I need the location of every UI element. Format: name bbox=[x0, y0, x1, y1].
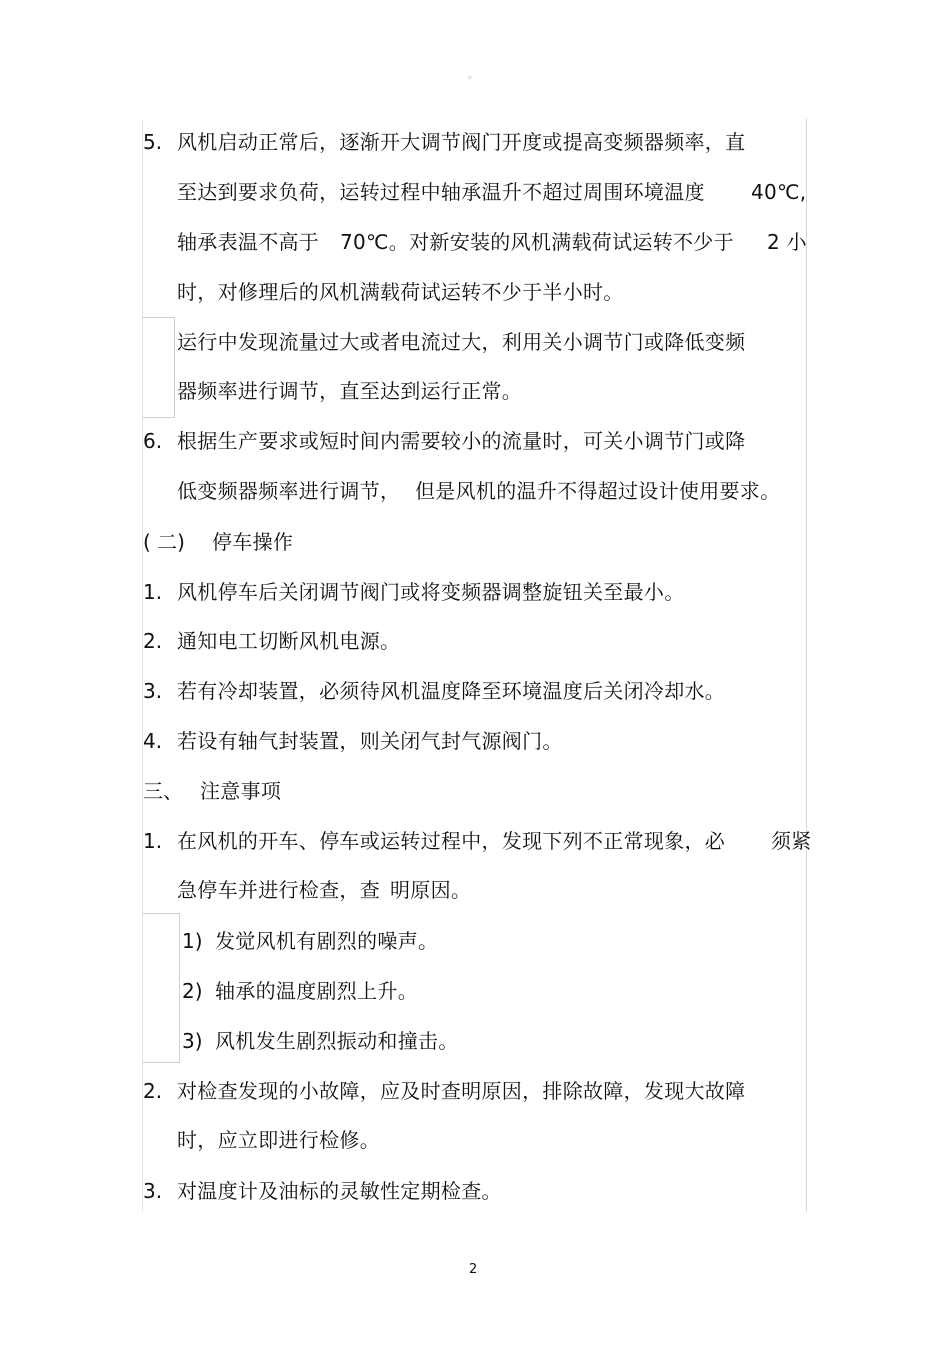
sub-item-number: 2) bbox=[182, 979, 203, 1003]
sub-item: 发觉风机有剧烈的噪声。 bbox=[215, 929, 439, 953]
paragraph-line: 轴承表温不高于 bbox=[177, 230, 320, 254]
paragraph-line: 40℃, bbox=[751, 180, 807, 204]
sub-item: 风机发生剧烈振动和撞击。 bbox=[215, 1029, 459, 1053]
list-item: 风机停车后关闭调节阀门或将变频器调整旋钮关至最小。 bbox=[177, 580, 685, 604]
sub-item: 轴承的温度剧烈上升。 bbox=[215, 979, 418, 1003]
right-border-line bbox=[806, 119, 807, 1212]
item-number: 3. bbox=[143, 679, 163, 703]
sub-item-number: 3) bbox=[182, 1029, 203, 1053]
section-number: 三、 bbox=[143, 779, 183, 803]
paragraph-line: 器频率进行调节，直至达到运行正常。 bbox=[177, 379, 523, 403]
page-number: 2 bbox=[469, 1262, 478, 1277]
paragraph-line: 低变频器频率进行调节， bbox=[177, 479, 401, 503]
list-item: 对温度计及油标的灵敏性定期检查。 bbox=[177, 1179, 502, 1203]
section-heading: 注意事项 bbox=[200, 779, 282, 803]
paragraph-line: 2 小 bbox=[767, 230, 807, 254]
item-number: 1. bbox=[143, 829, 163, 853]
paragraph-line: 风机启动正常后，逐渐开大调节阀门开度或提高变频器频率，直 bbox=[177, 130, 746, 154]
paragraph-line: 急停车并进行检查，查 bbox=[177, 878, 380, 902]
paragraph-line: 明原因。 bbox=[390, 878, 472, 902]
paragraph-line: 对检查发现的小故障，应及时查明原因，排除故障，发现大故障 bbox=[177, 1079, 746, 1103]
list-item: 若设有轴气封装置，则关闭气封气源阀门。 bbox=[177, 729, 563, 753]
item-number: 6. bbox=[143, 429, 163, 453]
sub-item-number: 1) bbox=[182, 929, 203, 953]
paragraph-line: 须紧 bbox=[771, 829, 812, 853]
section-heading: 停车操作 bbox=[212, 530, 294, 554]
header-mark: 。 bbox=[468, 70, 478, 81]
paragraph-line: 时，对修理后的风机满载荷试运转不少于半小时。 bbox=[177, 280, 624, 304]
item-number: 5. bbox=[143, 130, 163, 154]
paragraph-line: 70℃。对新安装的风机满载荷试运转不少于 bbox=[340, 230, 734, 254]
paragraph-line: 时，应立即进行检修。 bbox=[177, 1128, 380, 1152]
item-number: 3. bbox=[143, 1179, 163, 1203]
paragraph-line: 至达到要求负荷，运转过程中轴承温升不超过周围环境温度 bbox=[177, 180, 705, 204]
paragraph-line: 但是风机的温升不得超过设计使用要求。 bbox=[415, 479, 781, 503]
paragraph-line: 运行中发现流量过大或者电流过大，利用关小调节门或降低变频 bbox=[177, 330, 746, 354]
section-number: ( 二) bbox=[143, 530, 185, 554]
list-item: 若有冷却装置，必须待风机温度降至环境温度后关闭冷却水。 bbox=[177, 679, 726, 703]
item-number: 4. bbox=[143, 729, 163, 753]
list-item: 通知电工切断风机电源。 bbox=[177, 629, 401, 653]
item-number: 1. bbox=[143, 580, 163, 604]
paragraph-line: 根据生产要求或短时间内需要较小的流量时，可关小调节门或降 bbox=[177, 429, 746, 453]
paragraph-line: 在风机的开车、停车或运转过程中，发现下列不正常现象，必 bbox=[177, 829, 726, 853]
bracket-box bbox=[142, 913, 180, 1063]
bracket-box bbox=[142, 317, 175, 418]
item-number: 2. bbox=[143, 629, 163, 653]
item-number: 2. bbox=[143, 1079, 163, 1103]
